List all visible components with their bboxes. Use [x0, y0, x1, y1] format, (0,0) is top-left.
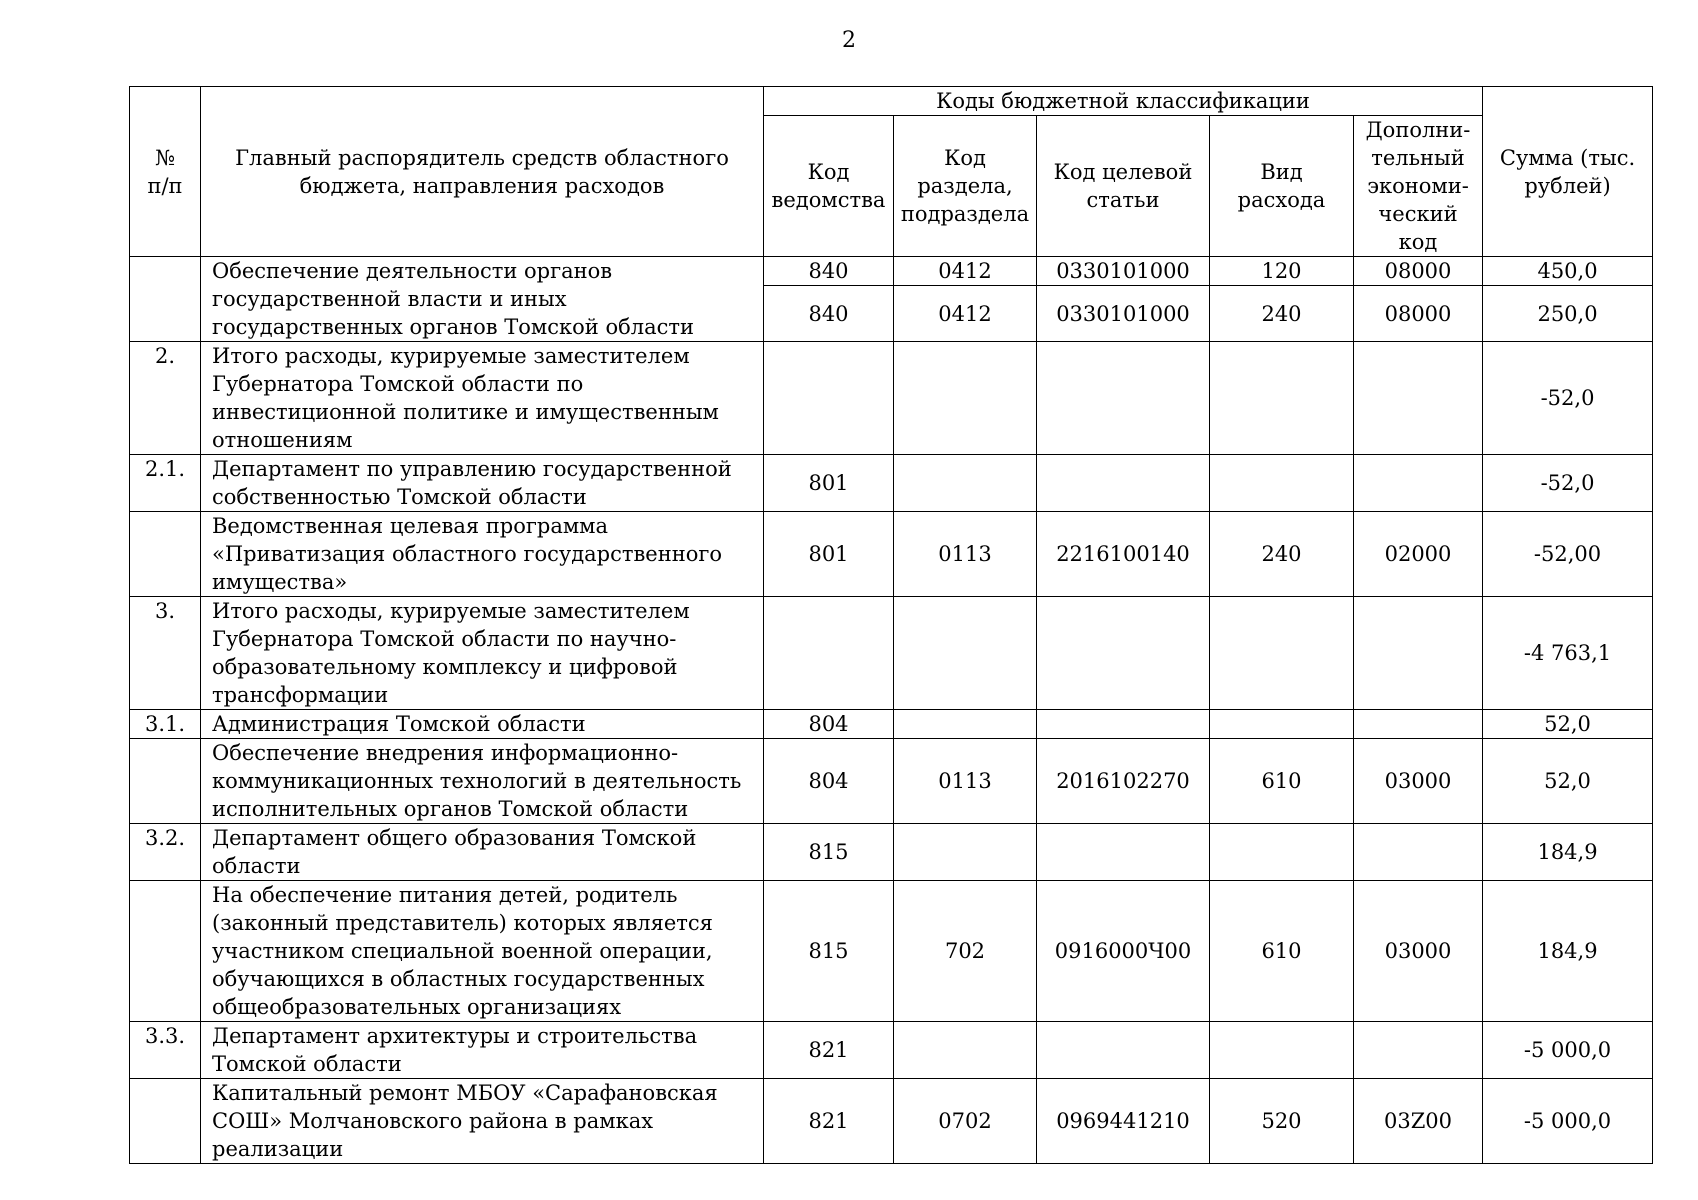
row-section: [894, 1022, 1037, 1079]
row-section: 702: [894, 881, 1037, 1022]
row-desc: На обеспечение питания детей, родитель (законный представитель) которых является участником специальной военной операции, обучающихся в областных государственных общеобразовательных организациях: [201, 881, 764, 1022]
header-expense-type: Вид расхода: [1210, 116, 1354, 257]
row-econ: 03Z00: [1354, 1079, 1483, 1164]
header-manager: Главный распорядитель средств областного бюджета, направления расходов: [201, 87, 764, 257]
row-target: [1037, 1022, 1210, 1079]
page-number: 2: [842, 28, 856, 53]
row-dept: 815: [764, 824, 894, 881]
header-num: № п/п: [130, 87, 201, 257]
row-sum: 450,0: [1483, 257, 1653, 286]
row-econ: [1354, 342, 1483, 455]
row-num: [130, 512, 201, 597]
row-econ: 08000: [1354, 257, 1483, 286]
row-num: [130, 881, 201, 1022]
row-desc: Итого расходы, курируемые заместителем Губернатора Томской области по научно-образовательному комплексу и цифровой трансформации: [201, 597, 764, 710]
row-section: 0702: [894, 1079, 1037, 1164]
row-num: [130, 739, 201, 824]
row-sum: 52,0: [1483, 739, 1653, 824]
row-target: 0330101000: [1037, 286, 1210, 342]
table-row: [130, 342, 1653, 455]
row-section: [894, 342, 1037, 455]
row-dept: 801: [764, 512, 894, 597]
row-dept: [764, 342, 894, 455]
table-row: [130, 512, 1653, 597]
row-econ: [1354, 824, 1483, 881]
row-sum: -5 000,0: [1483, 1022, 1653, 1079]
row-num: 2.: [130, 342, 201, 455]
row-target: [1037, 342, 1210, 455]
row-type: 240: [1210, 512, 1354, 597]
row-dept: 815: [764, 881, 894, 1022]
row-type: 240: [1210, 286, 1354, 342]
row-type: 610: [1210, 881, 1354, 1022]
row-sum: 184,9: [1483, 824, 1653, 881]
row-desc: Ведомственная целевая программа «Приватизация областного государственного имущества»: [201, 512, 764, 597]
row-section: [894, 597, 1037, 710]
row-sum: 250,0: [1483, 286, 1653, 342]
row-desc: Департамент архитектуры и строительства Томской области: [201, 1022, 764, 1079]
row-type: [1210, 455, 1354, 512]
row-dept: 821: [764, 1079, 894, 1164]
row-type: [1210, 824, 1354, 881]
table-row: [130, 824, 1653, 881]
row-dept: 804: [764, 710, 894, 739]
row-dept: [764, 597, 894, 710]
row-econ: [1354, 1022, 1483, 1079]
row-type: [1210, 1022, 1354, 1079]
row-num: 3.: [130, 597, 201, 710]
row-section: [894, 710, 1037, 739]
row-dept: 801: [764, 455, 894, 512]
row-econ: 03000: [1354, 739, 1483, 824]
row-dept: 804: [764, 739, 894, 824]
table-row: [130, 710, 1653, 739]
row-sum: -52,00: [1483, 512, 1653, 597]
table-row: [130, 881, 1653, 1022]
row-desc: Капитальный ремонт МБОУ «Сарафановская СОШ» Молчановского района в рамках реализации: [201, 1079, 764, 1164]
row-dept: 840: [764, 286, 894, 342]
row-econ: [1354, 710, 1483, 739]
header-dept-code: Код ведомства: [764, 116, 894, 257]
row-type: 520: [1210, 1079, 1354, 1164]
row-section: 0412: [894, 286, 1037, 342]
row-desc: Итого расходы, курируемые заместителем Губернатора Томской области по инвестиционной политике и имущественным отношениям: [201, 342, 764, 455]
row-econ: [1354, 455, 1483, 512]
row-type: [1210, 597, 1354, 710]
row-target: [1037, 824, 1210, 881]
row-desc: Департамент общего образования Томской области: [201, 824, 764, 881]
row-desc: Департамент по управлению государственной собственностью Томской области: [201, 455, 764, 512]
budget-table: [129, 86, 1653, 1164]
row-num: 3.2.: [130, 824, 201, 881]
table-row: [130, 739, 1653, 824]
table-row: [130, 257, 1653, 286]
row-type: [1210, 710, 1354, 739]
row-num: [130, 1079, 201, 1164]
row-target: 0969441210: [1037, 1079, 1210, 1164]
row-type: 120: [1210, 257, 1354, 286]
row-target: 2216100140: [1037, 512, 1210, 597]
row-section: 0412: [894, 257, 1037, 286]
row-target: 2016102270: [1037, 739, 1210, 824]
table-row: [130, 597, 1653, 710]
table-row: [130, 455, 1653, 512]
row-econ: 08000: [1354, 286, 1483, 342]
row-econ: 03000: [1354, 881, 1483, 1022]
row-target: 0916000Ч00: [1037, 881, 1210, 1022]
row-target: [1037, 710, 1210, 739]
row-num: 3.3.: [130, 1022, 201, 1079]
row-sum: 184,9: [1483, 881, 1653, 1022]
table-row: [130, 1022, 1653, 1079]
row-section: 0113: [894, 512, 1037, 597]
row-sum: -4 763,1: [1483, 597, 1653, 710]
row-desc: Обеспечение внедрения информационно-коммуникационных технологий в деятельность исполнительных органов Томской области: [201, 739, 764, 824]
row-target: 0330101000: [1037, 257, 1210, 286]
header-sum: Сумма (тыс. рублей): [1483, 87, 1653, 257]
header-target-code: Код целевой статьи: [1037, 116, 1210, 257]
row-type: 610: [1210, 739, 1354, 824]
row-econ: 02000: [1354, 512, 1483, 597]
row-section: 0113: [894, 739, 1037, 824]
row-dept: 821: [764, 1022, 894, 1079]
table-row: [130, 1079, 1653, 1164]
row-num: 2.1.: [130, 455, 201, 512]
row-target: [1037, 597, 1210, 710]
header-codes-group: Коды бюджетной классификации: [764, 87, 1483, 116]
row-num: [130, 257, 201, 342]
row-section: [894, 455, 1037, 512]
header-section-code: Код раздела, подраздела: [894, 116, 1037, 257]
row-type: [1210, 342, 1354, 455]
row-sum: -52,0: [1483, 455, 1653, 512]
row-sum: -52,0: [1483, 342, 1653, 455]
header-econ-code: Дополни-тельный экономи-ческий код: [1354, 116, 1483, 257]
row-sum: -5 000,0: [1483, 1079, 1653, 1164]
row-desc: Администрация Томской области: [201, 710, 764, 739]
row-dept: 840: [764, 257, 894, 286]
row-num: 3.1.: [130, 710, 201, 739]
row-econ: [1354, 597, 1483, 710]
row-target: [1037, 455, 1210, 512]
row-section: [894, 824, 1037, 881]
row-desc: Обеспечение деятельности органов государственной власти и иных государственных органов Томской области: [201, 257, 764, 342]
row-sum: 52,0: [1483, 710, 1653, 739]
